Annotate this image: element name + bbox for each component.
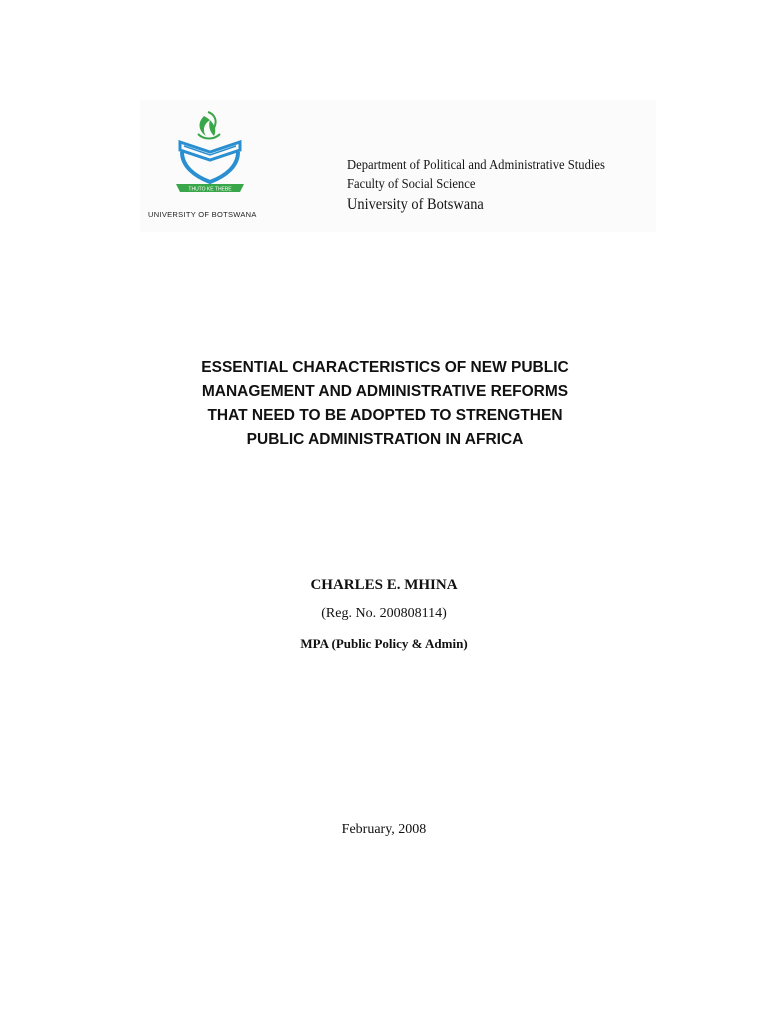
document-header: [140, 100, 656, 232]
document-date: February, 2008: [341, 822, 427, 837]
department-name: Department of Political and Administrative Studies: [347, 158, 605, 173]
logo-caption: UNIVERSITY OF BOTSWANA: [148, 210, 257, 219]
document-title: [150, 356, 620, 452]
author-name: CHARLES E. MHINA: [310, 577, 458, 593]
registration-number: (Reg. No. 200808114): [321, 606, 447, 621]
degree-program: MPA (Public Policy & Admin): [300, 636, 468, 651]
university-of-botswana-crest-icon: [174, 110, 246, 202]
title-line: PUBLIC ADMINISTRATION IN AFRICA: [246, 431, 524, 448]
title-line: ESSENTIAL CHARACTERISTICS OF NEW PUBLIC: [201, 359, 569, 376]
faculty-name: Faculty of Social Science: [347, 177, 476, 192]
university-logo: [140, 104, 280, 224]
title-line: THAT NEED TO BE ADOPTED TO STRENGTHEN: [207, 407, 563, 424]
institution-details: [347, 156, 634, 216]
logo-motto: THUTO KE THEBE: [188, 186, 232, 193]
title-line: MANAGEMENT AND ADMINISTRATIVE REFORMS: [201, 383, 569, 400]
university-name: University of Botswana: [347, 196, 484, 213]
